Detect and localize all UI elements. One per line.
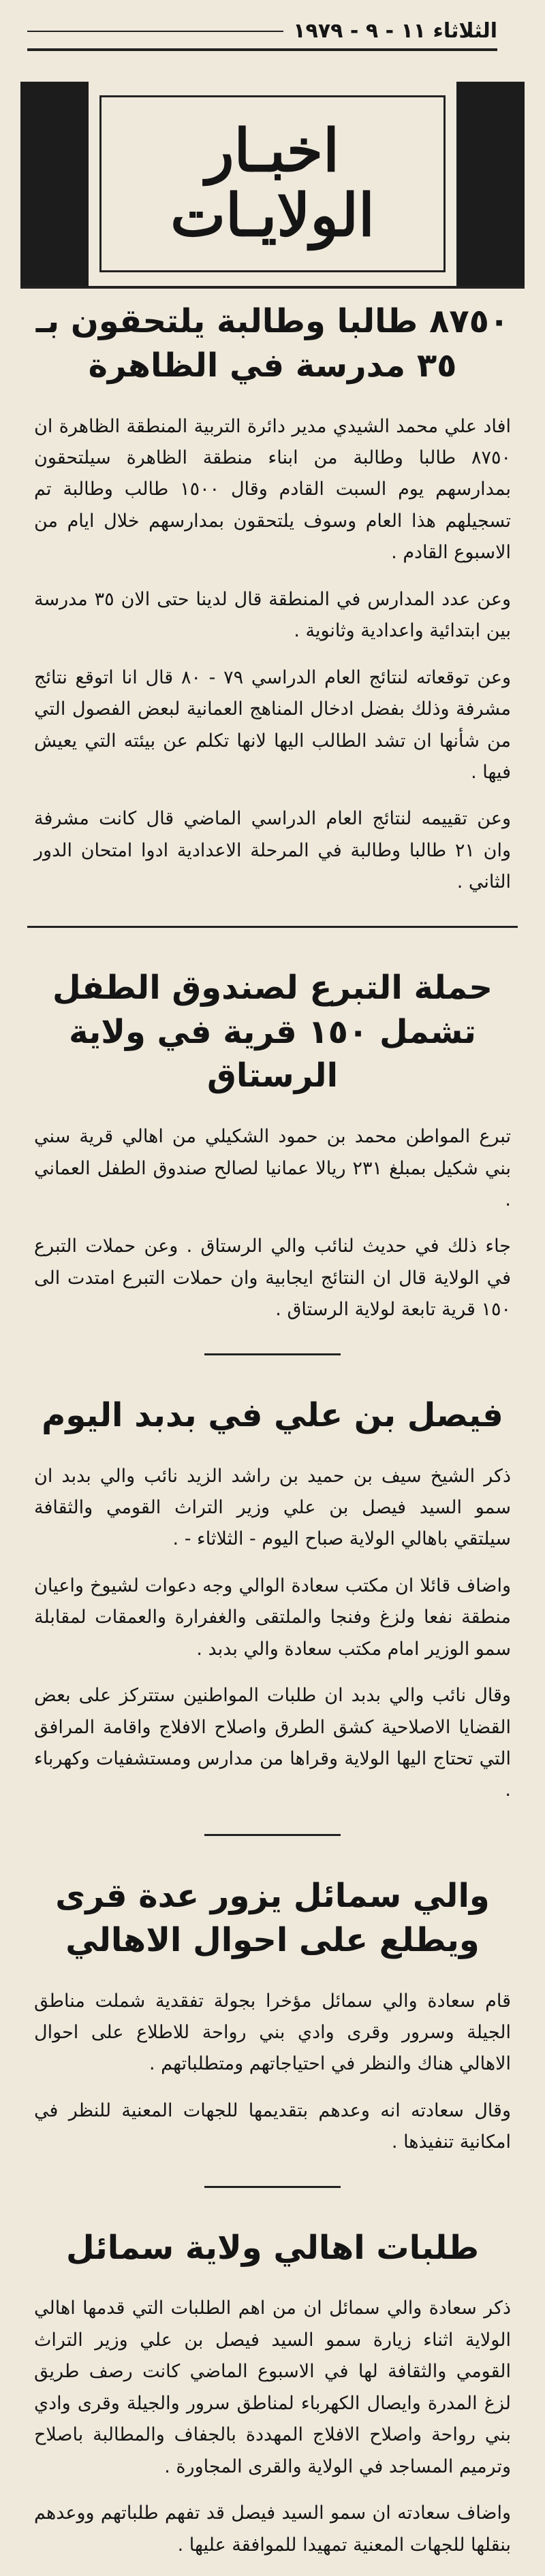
dateline-text: الثلاثاء ١١ - ٩ - ١٩٧٩ bbox=[293, 19, 497, 43]
article-divider bbox=[204, 2186, 341, 2188]
masthead-bar-right bbox=[456, 82, 525, 286]
article-headline: حملة التبرع لصندوق الطفل تشمل ١٥٠ قرية في ولاية الرستاق bbox=[52, 968, 493, 1095]
dateline-rule bbox=[27, 31, 283, 32]
article-divider bbox=[27, 926, 518, 928]
article-samail-visit bbox=[27, 1874, 518, 2159]
article-divider bbox=[204, 1353, 341, 1355]
article-paragraph: جاء ذلك في حديث لنائب والي الرستاق . وعن حملات التبرع في الولاية قال ان النتائج ايجابية وان حملات التبرع امتدت الى ١٥٠ قرية تابعة لولاية الرستاق . bbox=[34, 1236, 511, 1321]
article-headline: فيصل بن علي في بدبد اليوم bbox=[42, 1396, 503, 1434]
section-masthead bbox=[20, 82, 525, 289]
dateline bbox=[27, 19, 497, 51]
article-paragraph: واضاف قائلا ان مكتب سعادة الوالي وجه دعوات لشيوخ واعيان منطقة نفعا ولزغ وفنجا والملتقى والغفرارة والعمقات لمقابلة سمو الوزير امام مكتب سعادة والي بدبد . bbox=[34, 1575, 511, 1660]
articles-column bbox=[27, 300, 518, 2576]
section-title-line2: الولايـات bbox=[170, 181, 375, 250]
masthead-title-box bbox=[99, 95, 446, 272]
article-paragraph: وعن توقعاته لنتائج العام الدراسي ٧٩ - ٨٠ قال انا اتوقع نتائج مشرفة وذلك بفضل ادخال المناهج العمانية لبعض الفصول التي من شأنها ان تشد الطالب اليها لانها تكلم عن بيئته التي يعيش فيها . bbox=[34, 666, 511, 783]
article-paragraph: ذكر الشيخ سيف بن حميد بن راشد الزيد نائب والي بدبد ان سمو السيد فيصل بن علي وزير التراث القومي والثقافة سيلتقي باهالي الولاية صباح اليوم - الثلاثاء - . bbox=[34, 1465, 511, 1550]
article-faisal-bidbid bbox=[27, 1394, 518, 1807]
section-title-line1: اخبـار bbox=[206, 116, 339, 186]
article-dhahira-students bbox=[27, 300, 518, 899]
article-paragraph: وقال نائب والي بدبد ان طلبات المواطنين ستتركز على بعض القضايا الاصلاحية كشق الطرق واصلاح الافلاج واقامة المرافق التي تحتاج اليها الولاية وقراها من مدارس ومستشفيات وكهرباء . bbox=[34, 1685, 511, 1801]
article-samail-requests bbox=[27, 2226, 518, 2561]
article-headline: ٨٧٥٠ طالبا وطالبة يلتحقون بـ ٣٥ مدرسة في الظاهرة bbox=[35, 302, 510, 385]
article-paragraph: وقال سعادته انه وعدهم بتقديمها للجهات المعنية للنظر في امكانية تنفيذها . bbox=[34, 2099, 511, 2153]
article-headline: والي سمائل يزور عدة قرى ويطلع على احوال الاهالي bbox=[55, 1876, 490, 1959]
article-paragraph: وعن تقييمه لنتائج العام الدراسي الماضي قال كانت مشرفة وان ٢١ طالبا وطالبة في المرحلة الاعدادية ادوا امتحان الدور الثاني . bbox=[34, 808, 511, 893]
article-paragraph: ذكر سعادة والي سمائل ان من اهم الطلبات التي قدمها اهالي الولاية اثناء زيارة سمو السيد فيصل بن علي وزير التراث القومي والثقافة لها في الاسبوع الماضي كانت رصف طريق لزغ المدرة وايصال الكهرباء لمناطق سرور والجيلة وقرى وادي بني رواحة واصلاح الافلاج المهددة بالجفاف والمطالبة باصلاح وترميم المساجد في الولاية والقرى المجاورة . bbox=[34, 2298, 511, 2477]
article-paragraph: تبرع المواطن محمد بن حمود الشكيلي من اهالي قرية سني بني شكيل بمبلغ ٢٣١ ريالا عمانيا لصالح صندوق الطفل العماني . bbox=[34, 1126, 512, 1210]
article-child-fund bbox=[27, 966, 518, 1326]
article-paragraph: وعن عدد المدارس في المنطقة قال لدينا حتى الان ٣٥ مدرسة بين ابتدائية واعدادية وثانوية . bbox=[34, 588, 512, 642]
article-divider bbox=[204, 1834, 341, 1836]
masthead-bar-left bbox=[20, 82, 89, 286]
article-paragraph: واضاف سعادته ان سمو السيد فيصل قد تفهم طلباتهم ووعدهم بنقلها للجهات المعنية تمهيدا للموافقة عليها . bbox=[34, 2502, 511, 2556]
article-paragraph: افاد علي محمد الشيدي مدير دائرة التربية المنطقة الظاهرة ان ٨٧٥٠ طالبا وطالبة من ابناء منطقة الظاهرة سيلتحقون بمدارسهم يوم السبت القادم وقال ١٥٠٠ طالب وطالبة تم تسجيلهم هذا العام وسوف يلتحقون بمدارسهم خلال ايام من الاسبوع القادم . bbox=[34, 415, 511, 564]
article-paragraph: قام سعادة والي سمائل مؤخرا بجولة تفقدية شملت مناطق الجيلة وسرور وقرى وادي بني رواحة للاطلاع على احوال الاهالي هناك والنظر في احتياجاتهم ومتطلباتهم . bbox=[34, 1990, 511, 2075]
article-headline: طلبات اهالي ولاية سمائل bbox=[65, 2228, 480, 2267]
